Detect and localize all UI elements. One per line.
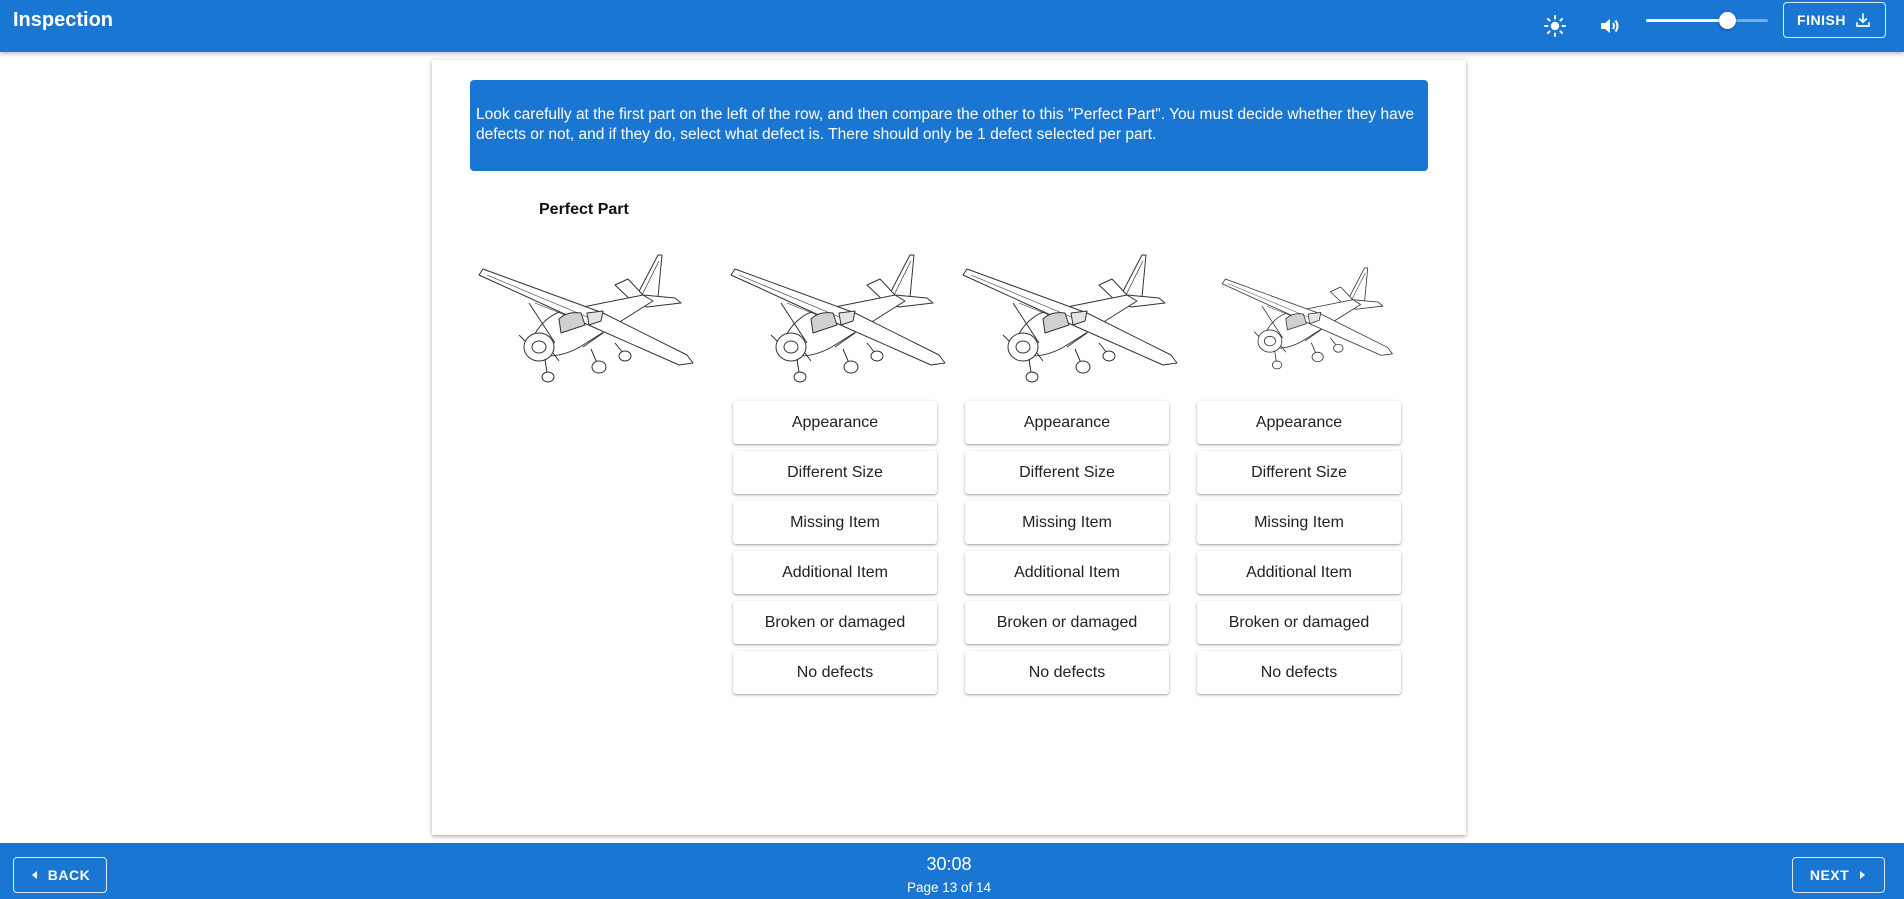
- bottom-nav-bar: [0, 843, 1904, 899]
- defect-option-missing-item[interactable]: Missing Item: [965, 501, 1169, 544]
- defect-option-broken-or-damaged[interactable]: Broken or damaged: [965, 601, 1169, 644]
- volume-slider-thumb[interactable]: [1719, 12, 1736, 29]
- defect-option-different-size[interactable]: Different Size: [1197, 451, 1401, 494]
- defect-option-additional-item[interactable]: Additional Item: [965, 551, 1169, 594]
- defect-options-part-2: [965, 401, 1170, 701]
- next-label: NEXT: [1809, 867, 1850, 883]
- back-label: BACK: [47, 867, 91, 883]
- defect-options-part-3: [1197, 401, 1402, 701]
- candidate-part-3-image: [1219, 259, 1394, 377]
- finish-label: FINISH: [1797, 12, 1846, 28]
- defect-option-different-size[interactable]: Different Size: [965, 451, 1169, 494]
- volume-icon: [1598, 14, 1622, 38]
- perfect-part-label: Perfect Part: [539, 201, 629, 218]
- next-button[interactable]: [1792, 857, 1885, 893]
- volume-slider-fill: [1646, 19, 1727, 22]
- chevron-right-icon: [1857, 870, 1867, 880]
- defect-option-broken-or-damaged[interactable]: Broken or damaged: [1197, 601, 1401, 644]
- countdown-timer: 30:08: [926, 854, 972, 874]
- defect-option-additional-item[interactable]: Additional Item: [733, 551, 937, 594]
- candidate-part-1-image: [727, 251, 947, 385]
- defect-option-no-defects[interactable]: No defects: [1197, 651, 1401, 694]
- defect-option-additional-item[interactable]: Additional Item: [1197, 551, 1401, 594]
- defect-option-appearance[interactable]: Appearance: [733, 401, 937, 444]
- volume-button[interactable]: [1590, 6, 1630, 46]
- defect-option-no-defects[interactable]: No defects: [733, 651, 937, 694]
- defect-option-broken-or-damaged[interactable]: Broken or damaged: [733, 601, 937, 644]
- top-app-bar: [0, 0, 1904, 52]
- theme-toggle-button[interactable]: [1535, 6, 1575, 46]
- defect-option-missing-item[interactable]: Missing Item: [1197, 501, 1401, 544]
- download-icon: [1854, 11, 1872, 29]
- defect-option-appearance[interactable]: Appearance: [965, 401, 1169, 444]
- app-title: Inspection: [13, 9, 114, 31]
- question-card: [432, 60, 1466, 835]
- instructions-box: Look carefully at the first part on the left of the row, and then compare the other to this "Perfect Part". You must decide whether they have defects or not, and if they do, select what defect is. There should only be 1 defect selected per part.: [470, 80, 1428, 171]
- volume-slider[interactable]: [1646, 10, 1768, 32]
- brightness-icon: [1543, 14, 1567, 38]
- candidate-part-2-image: [959, 251, 1179, 385]
- defect-options-part-1: [733, 401, 938, 701]
- defect-option-missing-item[interactable]: Missing Item: [733, 501, 937, 544]
- finish-button[interactable]: [1783, 2, 1886, 38]
- page-indicator: Page 13 of 14: [906, 880, 992, 895]
- defect-option-different-size[interactable]: Different Size: [733, 451, 937, 494]
- defect-option-no-defects[interactable]: No defects: [965, 651, 1169, 694]
- defect-option-appearance[interactable]: Appearance: [1197, 401, 1401, 444]
- perfect-part-image: [475, 251, 695, 385]
